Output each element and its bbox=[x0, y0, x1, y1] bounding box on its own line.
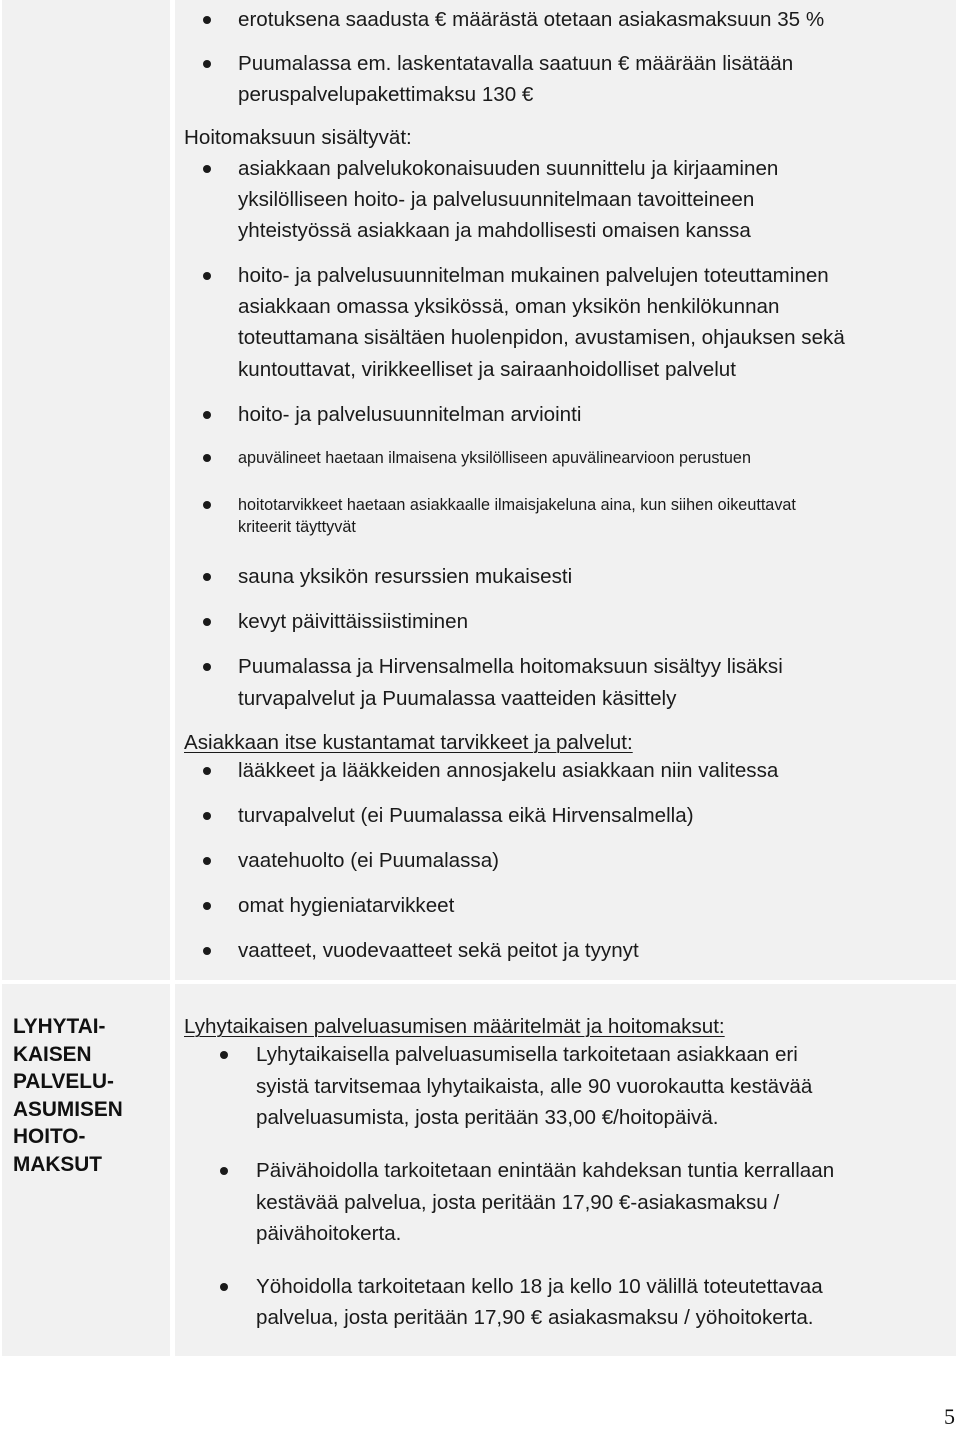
section-heading-short-term: Lyhytaikaisen palveluasumisen määritelmät ja hoitomaksut: bbox=[184, 1015, 725, 1038]
list-item-continued: asiakkaan omassa yksikössä, oman yksikön henkilökunnan bbox=[238, 295, 780, 318]
list-item: vaatteet, vuodevaatteet sekä peitot ja tyynyt bbox=[238, 939, 639, 962]
bullet-icon bbox=[203, 573, 211, 581]
list-item: Lyhytaikaisella palveluasumisella tarkoitetaan asiakkaan eri bbox=[256, 1043, 798, 1066]
bullet-icon bbox=[203, 902, 211, 910]
bullet-icon bbox=[203, 16, 211, 24]
list-item: lääkkeet ja lääkkeiden annosjakelu asiakkaan niin valitessa bbox=[238, 759, 779, 782]
bullet-icon bbox=[203, 411, 211, 419]
table1-left-cell bbox=[2, 0, 170, 980]
row-title-line: HOITO- bbox=[13, 1125, 86, 1148]
bullet-icon bbox=[220, 1167, 228, 1175]
list-item: Puumalassa ja Hirvensalmella hoitomaksuun sisältyy lisäksi bbox=[238, 655, 783, 678]
list-item-continued: yhteistyössä asiakkaan ja mahdollisesti omaisen kanssa bbox=[238, 219, 751, 242]
row-title-line: LYHYTAI- bbox=[13, 1015, 106, 1038]
bullet-icon bbox=[203, 767, 211, 775]
bullet-icon bbox=[203, 272, 211, 280]
bullet-icon bbox=[203, 618, 211, 626]
list-item-continued: kriteerit täyttyvät bbox=[238, 518, 356, 536]
list-item: vaatehuolto (ei Puumalassa) bbox=[238, 849, 500, 872]
list-item: Yöhoidolla tarkoitetaan kello 18 ja kello 10 välillä toteutettavaa bbox=[256, 1275, 823, 1298]
bullet-icon bbox=[203, 663, 211, 671]
row-title-line: KAISEN bbox=[13, 1042, 92, 1066]
list-item-continued: yksilölliseen hoito- ja palvelusuunnitelmaan tavoitteineen bbox=[238, 188, 755, 211]
list-item: Päivähoidolla tarkoitetaan enintään kahdeksan tuntia kerrallaan bbox=[256, 1159, 835, 1182]
row-title-line: MAKSUT bbox=[13, 1152, 102, 1176]
list-item-continued: palveluasumista, josta peritään 33,00 €/hoitopäivä. bbox=[256, 1106, 719, 1129]
bullet-icon bbox=[220, 1051, 228, 1059]
list-item: kevyt päivittäissiistiminen bbox=[238, 610, 469, 633]
list-item-continued: peruspalvelupakettimaksu 130 € bbox=[238, 83, 534, 106]
list-item-continued: kestävää palvelua, josta peritään 17,90 €-asiakasmaksu / bbox=[256, 1191, 780, 1214]
list-item-continued: turvapalvelut ja Puumalassa vaatteiden käsittely bbox=[238, 687, 677, 710]
page-number: 5 bbox=[944, 1404, 955, 1429]
bullet-icon bbox=[203, 454, 211, 462]
row-title-line: ASUMISEN bbox=[13, 1097, 123, 1121]
bullet-icon bbox=[220, 1283, 228, 1291]
list-item: asiakkaan palvelukokonaisuuden suunnittelu ja kirjaaminen bbox=[238, 157, 779, 180]
list-item: turvapalvelut (ei Puumalassa eikä Hirvensalmella) bbox=[238, 804, 694, 827]
row-title-short-term-housing-fees bbox=[13, 1013, 123, 1178]
bullet-icon bbox=[203, 501, 211, 509]
list-item: apuvälineet haetaan ilmaisena yksilölliseen apuvälinearvioon perustuen bbox=[238, 449, 751, 467]
list-item: sauna yksikön resurssien mukaisesti bbox=[238, 565, 573, 588]
list-item-continued: toteuttamana sisältäen huolenpidon, avustamisen, ohjauksen sekä bbox=[238, 326, 845, 349]
list-item: hoito- ja palvelusuunnitelman mukainen palvelujen toteuttaminen bbox=[238, 264, 829, 287]
list-item-continued: syistä tarvitsemaa lyhytaikaista, alle 90 vuorokautta kestävää bbox=[256, 1075, 813, 1098]
bullet-icon bbox=[203, 165, 211, 173]
list-item: erotuksena saadusta € määrästä otetaan asiakasmaksuun 35 % bbox=[238, 8, 825, 31]
list-item: Puumalassa em. laskentatavalla saatuun € määrään lisätään bbox=[238, 52, 794, 75]
list-item: omat hygieniatarvikkeet bbox=[238, 894, 455, 917]
bullet-icon bbox=[203, 947, 211, 955]
section-heading-own-cost: Asiakkaan itse kustantamat tarvikkeet ja palvelut: bbox=[184, 731, 633, 754]
section-heading-included: Hoitomaksuun sisältyvät: bbox=[184, 126, 412, 149]
list-item-continued: palvelua, josta peritään 17,90 € asiakasmaksu / yöhoitokerta. bbox=[256, 1306, 814, 1329]
bullet-icon bbox=[203, 857, 211, 865]
list-item: hoito- ja palvelusuunnitelman arviointi bbox=[238, 403, 582, 426]
list-item-continued: päivähoitokerta. bbox=[256, 1222, 402, 1245]
row-title-line: PALVELU- bbox=[13, 1070, 114, 1093]
bullet-icon bbox=[203, 60, 211, 68]
bullet-icon bbox=[203, 812, 211, 820]
list-item: hoitotarvikkeet haetaan asiakkaalle ilmaisjakeluna aina, kun siihen oikeuttavat bbox=[238, 496, 796, 514]
list-item-continued: kuntouttavat, virikkeelliset ja sairaanhoidolliset palvelut bbox=[238, 358, 736, 381]
